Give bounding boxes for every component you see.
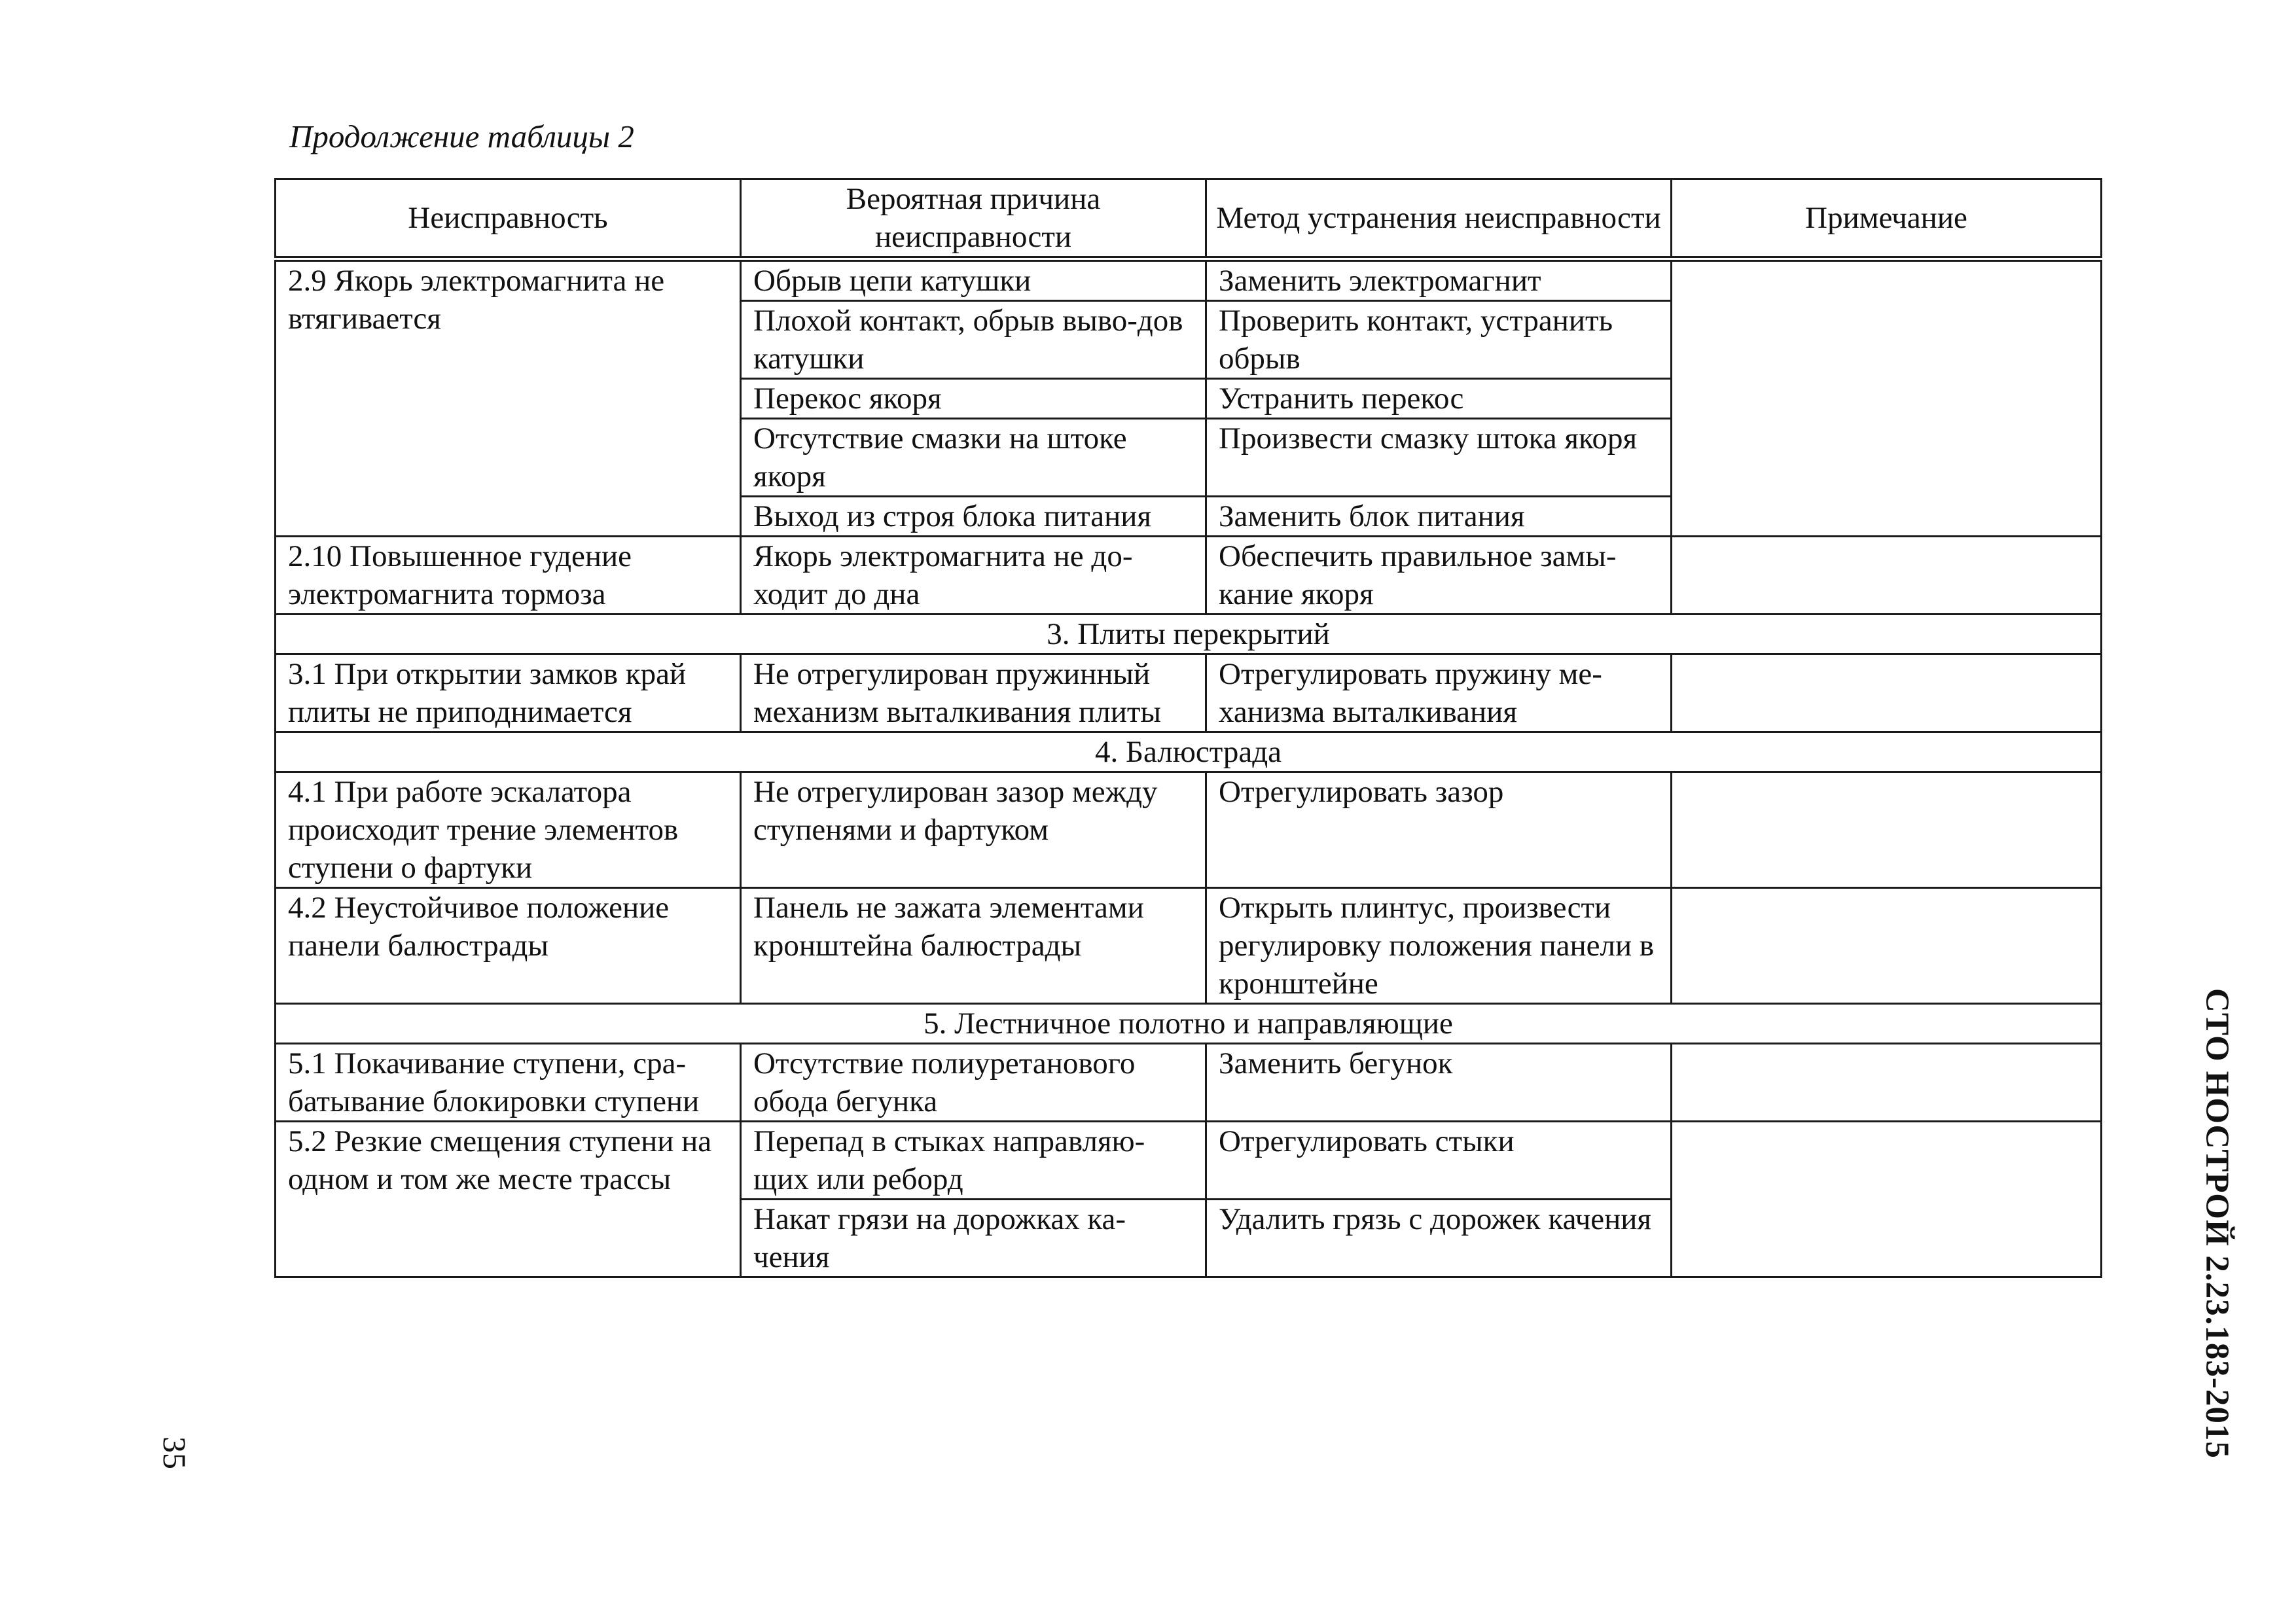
fault-cell: 5.1 Покачивание ступени, сра-батывание блокировки ступени bbox=[276, 1044, 741, 1122]
cause-cell: Перекос якоря bbox=[741, 379, 1206, 419]
method-cell: Отрегулировать стыки bbox=[1206, 1122, 1672, 1200]
cause-cell: Панель не зажата элементами кронштейна балюстрады bbox=[741, 888, 1206, 1004]
cause-cell: Не отрегулирован зазор между ступенями и фартуком bbox=[741, 772, 1206, 888]
method-cell: Отрегулировать пружину ме-ханизма выталкивания bbox=[1206, 654, 1672, 732]
header-note: Примечание bbox=[1672, 179, 2102, 259]
note-cell bbox=[1672, 537, 2102, 615]
cause-cell: Плохой контакт, обрыв выво-дов катушки bbox=[741, 301, 1206, 379]
method-cell: Заменить бегунок bbox=[1206, 1044, 1672, 1122]
header-cause: Вероятная причина неисправности bbox=[741, 179, 1206, 259]
method-cell: Произвести смазку штока якоря bbox=[1206, 419, 1672, 497]
table-caption: Продолжение таблицы 2 bbox=[289, 118, 634, 154]
table-row bbox=[276, 654, 2102, 732]
section-heading: 5. Лестничное полотно и направляющие bbox=[276, 1004, 2102, 1044]
note-cell bbox=[1672, 772, 2102, 888]
table-row bbox=[276, 259, 2102, 301]
fault-table bbox=[274, 178, 2102, 1278]
cause-cell: Выход из строя блока питания bbox=[741, 497, 1206, 537]
table-row bbox=[276, 1044, 2102, 1122]
fault-cell: 4.2 Неустойчивое положение панели балюстрады bbox=[276, 888, 741, 1004]
note-cell bbox=[1672, 259, 2102, 537]
cause-cell: Якорь электромагнита не до-ходит до дна bbox=[741, 537, 1206, 615]
document-code: СТО НОСТРОЙ 2.23.183-2015 bbox=[2198, 988, 2235, 1459]
fault-cell: 5.2 Резкие смещения ступени на одном и том же месте трассы bbox=[276, 1122, 741, 1277]
section-row bbox=[276, 732, 2102, 772]
note-cell bbox=[1672, 1122, 2102, 1277]
fault-cell: 3.1 При открытии замков край плиты не приподнимается bbox=[276, 654, 741, 732]
cause-cell: Обрыв цепи катушки bbox=[741, 259, 1206, 301]
cause-cell: Перепад в стыках направляю-щих или реборд bbox=[741, 1122, 1206, 1200]
table-row bbox=[276, 772, 2102, 888]
section-row bbox=[276, 1004, 2102, 1044]
table-row bbox=[276, 537, 2102, 615]
section-heading: 3. Плиты перекрытий bbox=[276, 615, 2102, 654]
method-cell: Устранить перекос bbox=[1206, 379, 1672, 419]
method-cell: Удалить грязь с дорожек качения bbox=[1206, 1200, 1672, 1277]
fault-cell: 4.1 При работе эскалатора происходит трение элементов ступени о фартуки bbox=[276, 772, 741, 888]
header-fault: Неисправность bbox=[276, 179, 741, 259]
table-row bbox=[276, 1122, 2102, 1200]
method-cell: Отрегулировать зазор bbox=[1206, 772, 1672, 888]
note-cell bbox=[1672, 1044, 2102, 1122]
method-cell: Обеспечить правильное замы-кание якоря bbox=[1206, 537, 1672, 615]
method-cell: Заменить электромагнит bbox=[1206, 259, 1672, 301]
fault-cell: 2.9 Якорь электромагнита не втягивается bbox=[276, 259, 741, 537]
page-number: 35 bbox=[156, 1436, 193, 1469]
note-cell bbox=[1672, 888, 2102, 1004]
section-heading: 4. Балюстрада bbox=[276, 732, 2102, 772]
header-method: Метод устранения неисправности bbox=[1206, 179, 1672, 259]
method-cell: Заменить блок питания bbox=[1206, 497, 1672, 537]
cause-cell: Отсутствие смазки на штоке якоря bbox=[741, 419, 1206, 497]
method-cell: Проверить контакт, устранить обрыв bbox=[1206, 301, 1672, 379]
table-row bbox=[276, 888, 2102, 1004]
note-cell bbox=[1672, 654, 2102, 732]
section-row bbox=[276, 615, 2102, 654]
method-cell: Открыть плинтус, произвести регулировку положения панели в кронштейне bbox=[1206, 888, 1672, 1004]
table-header-row bbox=[276, 179, 2102, 259]
fault-cell: 2.10 Повышенное гудение электромагнита тормоза bbox=[276, 537, 741, 615]
cause-cell: Накат грязи на дорожках ка-чения bbox=[741, 1200, 1206, 1277]
cause-cell: Не отрегулирован пружинный механизм выталкивания плиты bbox=[741, 654, 1206, 732]
cause-cell: Отсутствие полиуретанового обода бегунка bbox=[741, 1044, 1206, 1122]
